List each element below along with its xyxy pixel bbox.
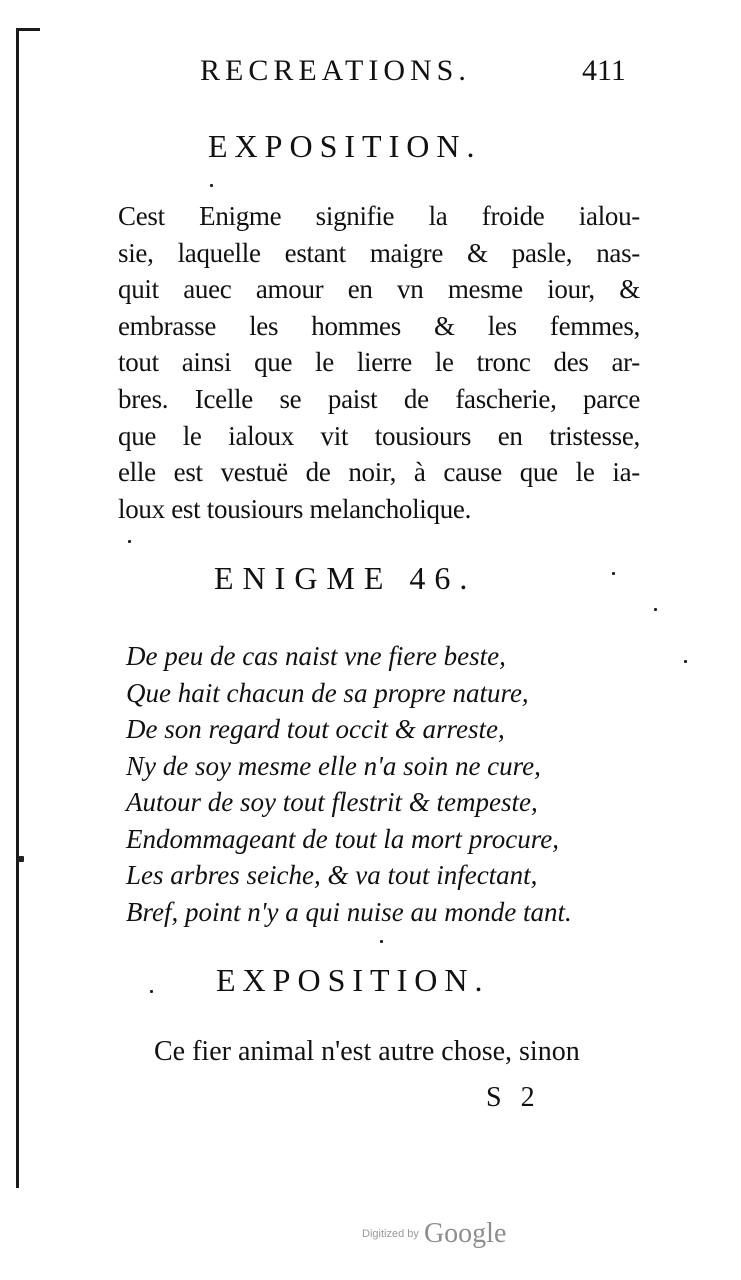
scan-speck (128, 540, 131, 543)
paragraph-line: elle est vestuë de noir, à cause que le ia- (118, 457, 640, 488)
paragraph-line: Cest Enigme signifie la froide ialou- (118, 201, 640, 231)
digitized-watermark (362, 1218, 506, 1250)
scan-speck (612, 572, 615, 575)
paragraph-line: sie, laquelle estant maigre & pasle, nas- (118, 237, 640, 268)
scan-speck (150, 990, 153, 993)
paragraph-line: loux est tousiours melancholique. (118, 493, 472, 524)
scan-speck (684, 660, 687, 663)
paragraph-line: tout ainsi que le lierre le tronc des ar- (118, 347, 640, 378)
verse-line: Les arbres seiche, & va tout infectant, (126, 860, 538, 890)
verse-line: Endommageant de tout la mort procure, (126, 823, 559, 854)
scan-speck (654, 608, 657, 611)
scan-speck (18, 856, 24, 862)
exposition-heading-2: EXPOSITION. (216, 962, 490, 998)
signature-mark: S 2 (486, 1082, 541, 1113)
page-number: 411 (582, 54, 626, 87)
verse-line: Bref, point n'y a qui nuise au monde tant. (126, 896, 572, 927)
verse-line: De peu de cas naist vne fiere beste, (126, 641, 506, 671)
scan-speck (210, 184, 213, 187)
verse-line: De son regard tout occit & arreste, (126, 714, 505, 744)
exposition-paragraph (118, 198, 640, 527)
enigme-verse (126, 638, 626, 930)
verse-line: Que hait chacun de sa propre nature, (126, 677, 529, 708)
page-edge-corner (16, 28, 40, 31)
exposition-heading-1: EXPOSITION. (208, 128, 482, 164)
paragraph-line: que le ialoux vit tousiours en tristesse, (118, 420, 640, 451)
paragraph-line: embrasse les hommes & les femmes, (118, 310, 640, 341)
verse-line: Autour de soy tout flestrit & tempeste, (126, 787, 538, 817)
page-edge-rule (16, 28, 19, 1188)
verse-line: Ny de soy mesme elle n'a soin ne cure, (126, 750, 541, 781)
enigme-heading: ENIGME 46. (214, 560, 477, 596)
watermark-prefix: Digitized by (362, 1228, 419, 1240)
scan-speck (380, 940, 383, 943)
running-head-title: RECREATIONS. (200, 54, 471, 87)
watermark-brand: Google (423, 1218, 507, 1249)
paragraph-line: quit auec amour en vn mesme iour, & (118, 274, 640, 305)
paragraph-line: bres. Icelle se paist de fascherie, parce (118, 383, 640, 414)
exposition-first-line: Ce fier animal n'est autre chose, sinon (154, 1036, 580, 1067)
